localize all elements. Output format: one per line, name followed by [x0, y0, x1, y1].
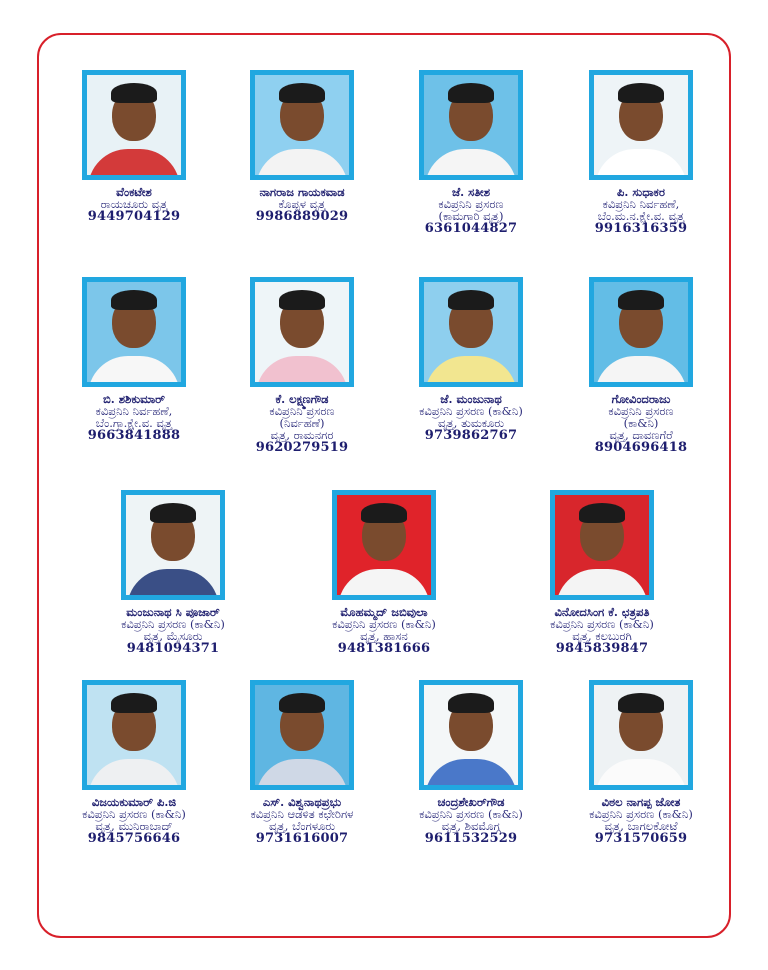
person-phone: 9739862767: [424, 428, 518, 443]
person-photo: [419, 277, 523, 387]
person-designation: ಕವಿಪ್ರನಿನಿ ಪ್ರಸರಣ (ಕಾ&ನಿ): [419, 404, 523, 418]
person-designation: ಬೆಂ.ಮ.ನ.ಕ್ಷೇ.ವ. ವೃತ್ತ: [597, 209, 685, 223]
person-photo: [250, 277, 354, 387]
person-name: ವಿಠಲ ನಾಗಪ್ಪ ಜೋತ: [601, 795, 681, 809]
person-phone: 9663841888: [87, 428, 181, 443]
person-designation: ಕವಿಪ್ರನಿನಿ ಆಡಳಿತ ಕಛೇರಿಗಳ: [250, 807, 354, 821]
person-phone: 9481381666: [337, 641, 431, 656]
photo-hair: [361, 503, 407, 523]
person-phone: 9449704129: [87, 209, 181, 224]
person-designation: ಕವಿಪ್ರನಿನಿ ಪ್ರಸರಣ (ಕಾ&ನಿ): [589, 807, 693, 821]
person-card: [49, 277, 219, 443]
person-designation: ವೃತ್ತ, ತುಮಕೂರು: [437, 416, 505, 430]
person-name: ಗೋವಿಂದರಾಜು: [611, 392, 671, 406]
person-designation: ವೃತ್ತ, ಬೆಂಗಳೂರು: [268, 819, 336, 833]
person-designation: ಕೊಪ್ಪಳ ವೃತ್ತ: [278, 197, 326, 211]
person-designation: ಕವಿಪ್ರನಿನಿ ನಿರ್ವಹಣೆ,: [602, 197, 680, 211]
person-designation: ಕವಿಪ್ರನಿನಿ ಪ್ರಸರಣ (ಕಾ&ನಿ): [419, 807, 523, 821]
person-designation: ವೃತ್ತ, ಹಾಸನ: [360, 629, 408, 643]
person-designation: ಕವಿಪ್ರನಿನಿ ಪ್ರಸರಣ (ಕಾ&ನಿ): [121, 617, 225, 631]
person-name: ಎಸ್. ವಿಶ್ವನಾಥಪ್ರಭು: [262, 795, 342, 809]
person-designation: ರಾಯಚೂರು ವೃತ್ತ: [100, 197, 168, 211]
person-name: ಜೆ. ಸತೀಶ: [451, 185, 490, 199]
person-designation: ವೃತ್ತ, ಮೈಸೂರು: [143, 629, 203, 643]
person-card: [556, 680, 726, 846]
person-designation: ಬೆಂ.ಗ್ರಾ.ಕ್ಷೇ.ವ. ವೃತ್ತ: [95, 416, 173, 430]
person-name: ಚಂದ್ರಶೇಖರ್‌ಗೌಡ: [437, 795, 505, 809]
photo-hair: [448, 693, 494, 713]
person-photo: [589, 70, 693, 180]
person-card: [386, 277, 556, 443]
person-photo: [589, 277, 693, 387]
person-designation: ವೃತ್ತ, ದಾವಣಗೆರೆ: [609, 428, 673, 442]
person-photo: [419, 680, 523, 790]
person-card: [49, 680, 219, 846]
person-designation: ಕವಿಪ್ರನಿನಿ ಪ್ರಸರಣ (ಕಾ&ನಿ): [550, 617, 654, 631]
person-designation: ವೃತ್ತ, ಶಿವಮೊಗ್ಗ: [441, 819, 501, 833]
person-card: [88, 490, 258, 656]
person-designation: ವೃತ್ತ, ಕಲಬುರಗಿ: [572, 629, 632, 643]
person-photo: [589, 680, 693, 790]
person-card: [386, 70, 556, 236]
person-designation: ಕವಿಪ್ರನಿನಿ ನಿರ್ವಹಣೆ,: [95, 404, 173, 418]
person-card: [556, 277, 726, 455]
person-designation: ವೃತ್ತ, ಬಾಗಲಕೋಟೆ: [604, 819, 678, 833]
person-name: ವಿಜಯಕುಮಾರ್ ಪಿ.ಜಿ: [91, 795, 177, 809]
photo-hair: [448, 83, 494, 103]
photo-hair: [111, 83, 157, 103]
person-photo: [250, 680, 354, 790]
person-card: [217, 70, 387, 224]
person-phone: 9845839847: [555, 641, 649, 656]
person-name: ಕೆ. ಲಕ್ಷ್ಮಣಗೌಡ: [275, 392, 329, 406]
person-photo: [550, 490, 654, 600]
photo-hair: [150, 503, 196, 523]
person-card: [217, 680, 387, 846]
person-photo: [82, 70, 186, 180]
person-phone: 9986889029: [255, 209, 349, 224]
photo-hair: [618, 83, 664, 103]
person-phone: 9731616007: [255, 831, 349, 846]
photo-hair: [279, 83, 325, 103]
person-designation: ಕವಿಪ್ರನಿನಿ ಪ್ರಸರಣ (ಕಾ&ನಿ): [82, 807, 186, 821]
person-designation: ಕವಿಪ್ರನಿನಿ ಪ್ರಸರಣ (ಕಾ&ನಿ): [332, 617, 436, 631]
person-photo: [419, 70, 523, 180]
person-phone: 9845756646: [87, 831, 181, 846]
person-designation: ಕವಿಪ್ರನಿನಿ ಪ್ರಸರಣ: [438, 197, 504, 211]
person-phone: 6361044827: [424, 221, 518, 236]
person-designation: ಕವಿಪ್ರನಿನಿ ಪ್ರಸರಣ: [269, 404, 335, 418]
person-phone: 9731570659: [594, 831, 688, 846]
person-designation: (ಕಾ&ನಿ): [623, 416, 659, 430]
person-card: [299, 490, 469, 656]
person-designation: ಕವಿಪ್ರನಿನಿ ಪ್ರಸರಣ: [608, 404, 674, 418]
person-phone: 9620279519: [255, 440, 349, 455]
person-phone: 9611532529: [424, 831, 518, 846]
person-name: ಬಿ. ಶಶಿಕುಮಾರ್: [103, 392, 165, 406]
person-designation: (ನಿರ್ವಹಣೆ): [279, 416, 325, 430]
photo-hair: [618, 290, 664, 310]
person-photo: [121, 490, 225, 600]
person-name: ಮೊಹಮ್ಮದ್ ಜಬಿವುಲಾ: [340, 605, 428, 619]
photo-hair: [111, 693, 157, 713]
person-photo: [82, 680, 186, 790]
person-card: [49, 70, 219, 224]
photo-hair: [448, 290, 494, 310]
photo-hair: [111, 290, 157, 310]
person-designation: (ಕಾಮಗಾರಿ ವೃತ್ತ): [438, 209, 504, 223]
person-phone: 9916316359: [594, 221, 688, 236]
person-phone: 8904696418: [594, 440, 688, 455]
person-name: ವೆಂಕಟೇಶ: [116, 185, 152, 199]
photo-hair: [618, 693, 664, 713]
person-card: [517, 490, 687, 656]
photo-hair: [579, 503, 625, 523]
person-card: [386, 680, 556, 846]
person-photo: [82, 277, 186, 387]
person-photo: [332, 490, 436, 600]
person-phone: 9481094371: [126, 641, 220, 656]
person-photo: [250, 70, 354, 180]
person-name: ವಿನೋದಸಿಂಗ ಕೆ. ಛತ್ರಪತಿ: [554, 605, 650, 619]
person-designation: ವೃತ್ತ, ರಾಮನಗರ: [270, 428, 334, 442]
person-name: ಜೆ. ಮಂಜುನಾಥ: [440, 392, 502, 406]
person-designation: ವೃತ್ತ, ಮುನಿರಾಬಾದ್: [95, 819, 173, 833]
photo-hair: [279, 290, 325, 310]
person-name: ಮಂಜುನಾಥ ಸಿ ಪೂಜಾರ್: [126, 605, 220, 619]
person-name: ನಾಗರಾಜ ಗಾಯಕವಾಡ: [259, 185, 345, 199]
person-name: ಪಿ. ಸುಧಾಕರ: [617, 185, 665, 199]
person-card: [556, 70, 726, 236]
person-card: [217, 277, 387, 455]
photo-hair: [279, 693, 325, 713]
